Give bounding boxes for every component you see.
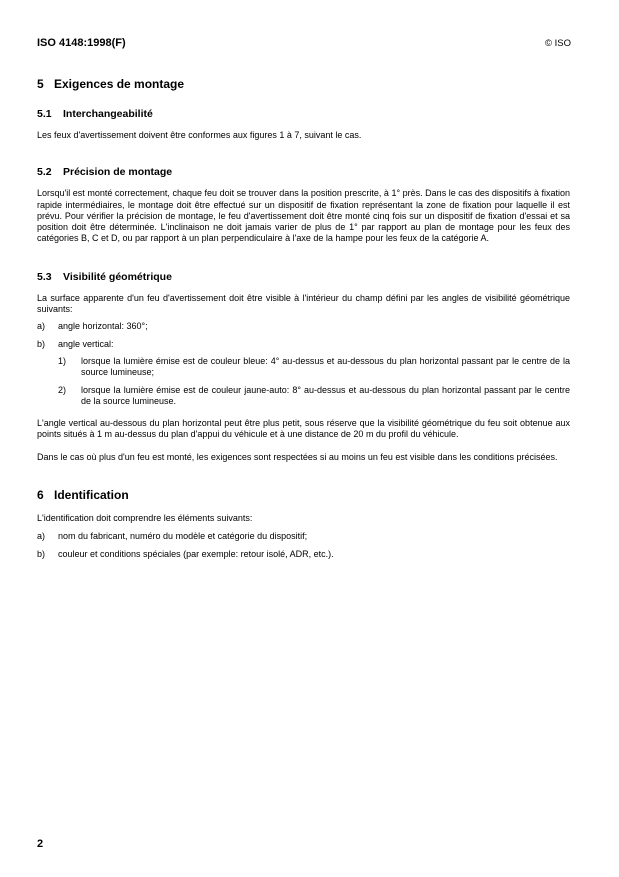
list-item-text: angle horizontal: 360°;: [58, 321, 148, 332]
section-number: 6: [37, 488, 44, 503]
subsection-title: Visibilité géométrique: [63, 270, 172, 283]
list-marker: a): [37, 321, 46, 332]
section-title: Identification: [54, 488, 129, 503]
paragraph-5-3-vertical-angle: L'angle vertical au-dessous du plan horizontal peut être plus petit, sous réserve que la visibilité géométrique du feu soit obtenue aux points situés à 1 m au-dessus du plan d'appui du véhicule et à une distance de 20 m du profil du véhicule.: [37, 418, 570, 440]
paragraph-5-3-multiple-lamps: Dans le cas où plus d'un feu est monté, les exigences sont respectées si au moins un feu est visible dans les conditions précisées.: [37, 451, 558, 462]
paragraph-6-intro: L'identification doit comprendre les éléments suivants:: [37, 513, 253, 524]
subsection-number: 5.1: [37, 108, 52, 120]
page-content: [37, 76, 570, 560]
page-number: 2: [37, 838, 44, 850]
subsection-5-3-heading: [37, 270, 570, 284]
paragraph-5-2: Lorsqu'il est monté correctement, chaque feu doit se trouver dans la position prescrite, à 1° près. Dans le cas des dispositifs à fixation rapide intermédiaires, le montage doit être effectué sur un dispositif de fixation représentant la zone de fixation pour laquelle il est prévu. Pour vérifier la précision de montage, le feu d'avertissement doit être monté cinq fois sur un dispositif de fixation d'essai et sa position doit être déterminée. L'inclinaison ne doit jamais varier de plus de 1° par rapport au plan de montage pour les feux des catégories B, C et D, ou par rapport à un plan perpendiculaire à l'axe de la hampe pour les feux de la catégorie A.: [37, 188, 570, 244]
paragraph-5-3-intro: La surface apparente d'un feu d'avertissement doit être visible à l'intérieur du champ défini par les angles de visibilité géométrique suivants:: [37, 292, 570, 315]
section-number: 5: [37, 77, 44, 91]
sub-list-marker: 1): [58, 355, 67, 366]
section-5-heading: [37, 76, 570, 92]
list-marker: b): [37, 548, 46, 559]
list-item: [37, 531, 570, 542]
section-title: Exigences de montage: [54, 77, 185, 91]
sub-list-item: [37, 356, 570, 379]
copyright-notice: © ISO: [544, 38, 571, 49]
list-item: [37, 339, 570, 350]
subsection-5-2-heading: [37, 165, 570, 179]
sub-list-marker: 2): [58, 384, 67, 395]
list-item-text: couleur et conditions spéciales (par exemple: retour isolé, ADR, etc.).: [58, 548, 334, 559]
section-6-heading: [37, 487, 570, 503]
list-item-text: angle vertical:: [58, 338, 114, 349]
paragraph-5-1: Les feux d'avertissement doivent être conformes aux figures 1 à 7, suivant le cas.: [37, 130, 362, 140]
sub-list-item-text: lorsque la lumière émise est de couleur bleue: 4° au-dessus et au-dessous du plan horizontal passant par le centre de la source lumineuse;: [81, 355, 570, 378]
subsection-title: Précision de montage: [63, 166, 173, 179]
document-id: ISO 4148:1998(F): [37, 37, 126, 49]
list-marker: a): [37, 531, 46, 542]
subsection-number: 5.2: [37, 166, 52, 179]
sub-list-item-text: lorsque la lumière émise est de couleur jaune-auto: 8° au-dessus et au-dessous du plan horizontal passant par le centre de la source lumineuse.: [81, 384, 570, 406]
subsection-number: 5.3: [37, 270, 52, 283]
subsection-5-1-heading: [37, 107, 570, 121]
subsection-title: Interchangeabilité: [63, 108, 153, 120]
list-item: [37, 549, 570, 560]
list-item-text: nom du fabricant, numéro du modèle et catégorie du dispositif;: [58, 531, 308, 542]
list-marker: b): [37, 338, 46, 349]
sub-list-item: [37, 385, 570, 408]
list-item: [37, 321, 570, 332]
